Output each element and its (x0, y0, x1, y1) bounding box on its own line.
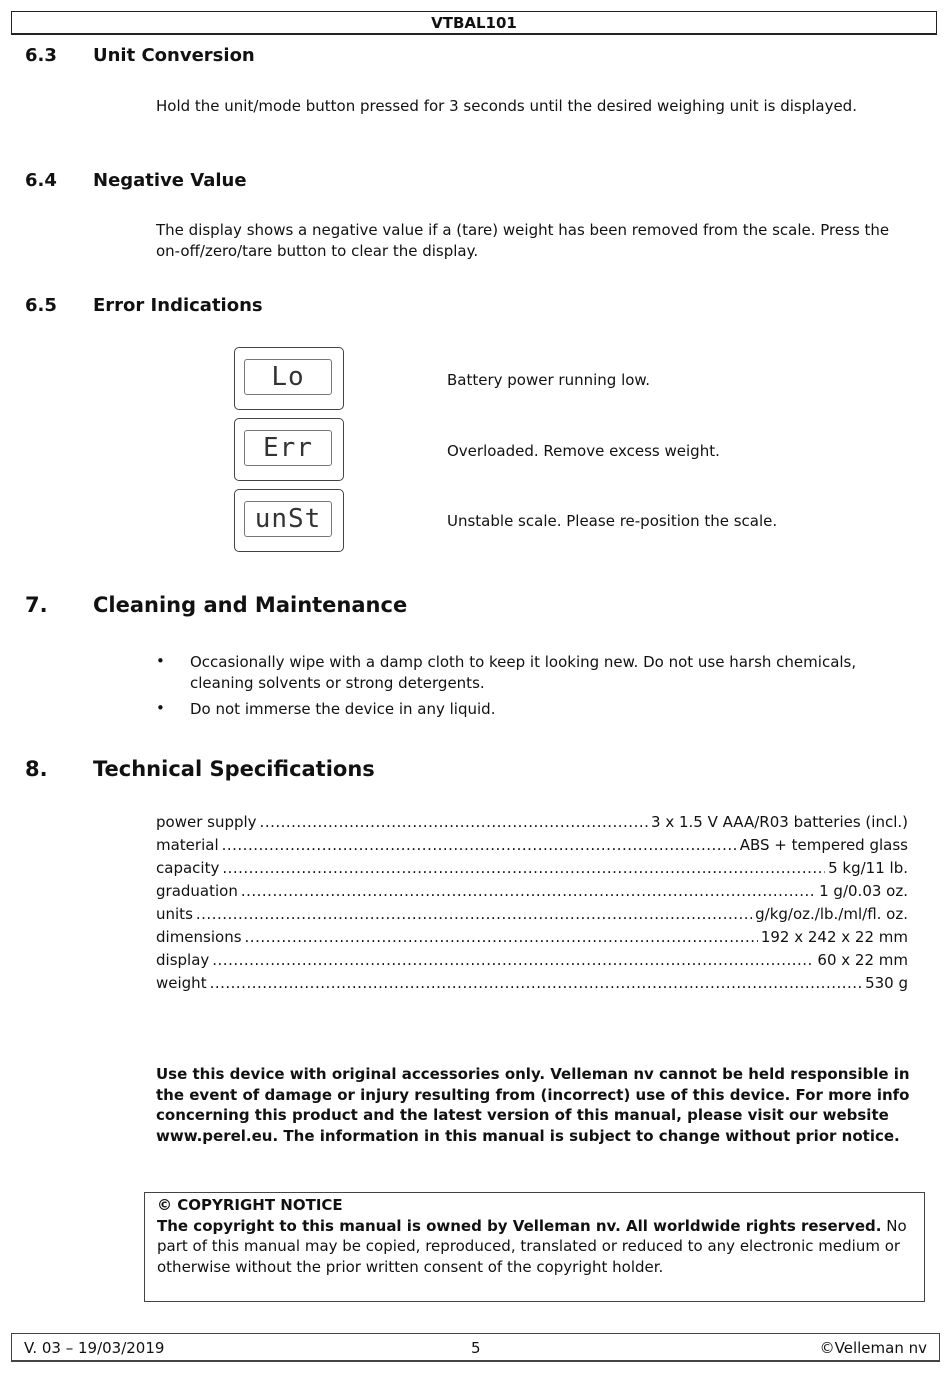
lcd-lo-icon (234, 347, 344, 410)
section-number: 7. (25, 593, 48, 617)
error-description: Overloaded. Remove excess weight. (447, 442, 720, 460)
section-title: Unit Conversion (93, 45, 255, 66)
spec-value: 530 g (865, 974, 908, 992)
dot-leader (245, 928, 758, 946)
spec-row-graduation (156, 882, 908, 904)
bullet-item: Occasionally wipe with a damp cloth to keep it looking new. Do not use harsh chemicals, cleaning solvents or strong detergents. (190, 653, 857, 692)
lcd-err-icon (234, 418, 344, 481)
bullet-item: Do not immerse the device in any liquid. (190, 700, 496, 718)
dot-leader (196, 905, 752, 923)
section-title: Negative Value (93, 170, 247, 191)
spec-row-dimensions (156, 928, 908, 950)
footer-owner: ©Velleman nv (819, 1339, 927, 1357)
spec-label: units (156, 905, 193, 923)
dot-leader (210, 974, 863, 992)
spec-value: 192 x 242 x 22 mm (760, 928, 908, 946)
section-title: Error Indications (93, 295, 263, 316)
spec-value: g/kg/oz./lb./ml/fl. oz. (755, 905, 908, 923)
heading-negative-value (25, 170, 247, 191)
spec-value: 60 x 22 mm (817, 951, 908, 969)
spec-row-material (156, 836, 908, 858)
lcd-unst-icon (234, 489, 344, 552)
dot-leader (260, 813, 648, 831)
page-footer (11, 1333, 940, 1362)
copyright-body (157, 1216, 912, 1278)
spec-row-weight (156, 974, 908, 996)
section-title: Cleaning and Maintenance (93, 593, 408, 617)
spec-label: dimensions (156, 928, 242, 946)
copyright-text: No part of this manual may be copied, reproduced, translated or reduced to any electronic medium or otherwise without the prior written consent of the copyright holder. (157, 1216, 907, 1276)
footer-version: V. 03 – 19/03/2019 (24, 1339, 165, 1357)
lcd-screen: Lo (244, 359, 332, 395)
dot-leader (241, 882, 816, 900)
spec-label: material (156, 836, 219, 854)
unit-conversion-text: Hold the unit/mode button pressed for 3 seconds until the desired weighing unit is displayed. (156, 97, 857, 115)
copyright-notice-box (144, 1192, 925, 1302)
spec-value: 1 g/0.03 oz. (819, 882, 908, 900)
spec-label: capacity (156, 859, 220, 877)
spec-label: weight (156, 974, 207, 992)
section-number: 6.4 (25, 170, 57, 191)
bullet-icon: • (156, 699, 165, 717)
section-number: 8. (25, 757, 48, 781)
spec-value: 3 x 1.5 V AAA/R03 batteries (incl.) (651, 813, 908, 831)
spec-row-units (156, 905, 908, 927)
copyright-bold-text: The copyright to this manual is owned by Velleman nv. All worldwide rights reserved. (157, 1216, 882, 1235)
spec-label: graduation (156, 882, 238, 900)
spec-label: display (156, 951, 210, 969)
spec-row-power-supply (156, 813, 908, 835)
spec-label: power supply (156, 813, 257, 831)
usage-notice: Use this device with original accessories only. Velleman nv cannot be held responsible in the event of damage or injury resulting from (incorrect) use of this device. For more info concerning this product and the latest version of this manual, please visit our website www.perel.eu. The information in this manual is subject to change without prior notice. (156, 1065, 910, 1145)
spec-value: 5 kg/11 lb. (828, 859, 908, 877)
section-number: 6.5 (25, 295, 57, 316)
section-title: Technical Specifications (93, 757, 375, 781)
copyright-title: © COPYRIGHT NOTICE (157, 1196, 343, 1214)
page-header (11, 11, 937, 35)
heading-cleaning-maintenance (25, 593, 407, 617)
bullet-icon: • (156, 652, 165, 670)
header-title: VTBAL101 (431, 14, 517, 32)
section-number: 6.3 (25, 45, 57, 66)
dot-leader (222, 836, 737, 854)
lcd-screen: unSt (244, 501, 332, 537)
negative-value-text: The display shows a negative value if a (tare) weight has been removed from the scale. Press the on-off/zero/tare button to clear the display. (156, 221, 890, 260)
lcd-screen: Err (244, 430, 332, 466)
heading-technical-specifications (25, 757, 375, 781)
spec-row-capacity (156, 859, 908, 881)
footer-page-number: 5 (471, 1339, 481, 1357)
dot-leader (222, 859, 825, 877)
dot-leader (212, 951, 814, 969)
heading-unit-conversion (25, 45, 255, 66)
error-description: Unstable scale. Please re-position the scale. (447, 512, 778, 530)
error-description: Battery power running low. (447, 371, 651, 389)
spec-row-display (156, 951, 908, 973)
spec-value: ABS + tempered glass (739, 836, 908, 854)
heading-error-indications (25, 295, 263, 316)
